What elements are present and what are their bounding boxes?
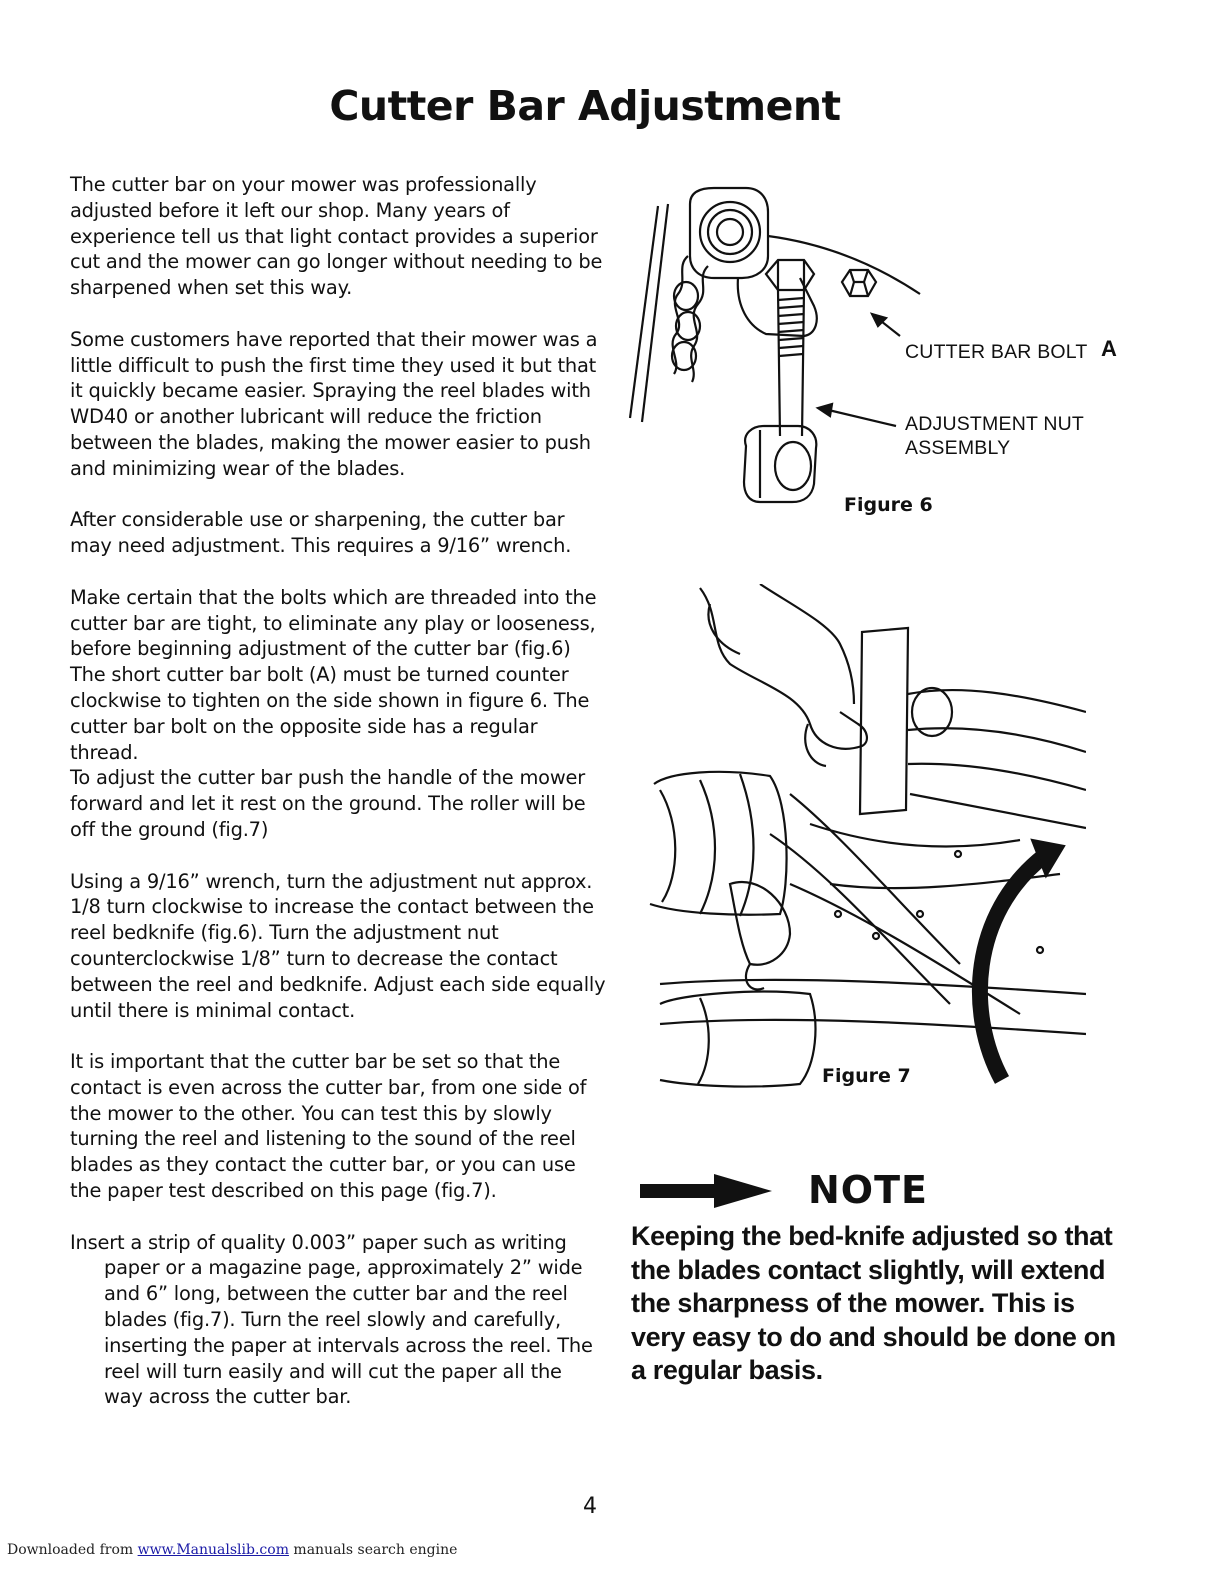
paragraph-even-contact: It is important that the cutter bar be set so that the contact is even across the cutter bar, from one side of the mower to the other. You can test this by slowly turning the reel and listening to the sound of the reel blades as they contact the cutter bar, or you can use the paper test described on this page (fig.7).: [70, 1050, 587, 1203]
note-heading: NOTE: [808, 1168, 928, 1212]
footer-suffix: manuals search engine: [288, 1542, 458, 1558]
footer-link[interactable]: www.Manualslib.com: [137, 1542, 289, 1558]
page-number: 4: [583, 1494, 597, 1519]
footer-prefix: Downloaded from: [7, 1542, 138, 1558]
figure-7-caption: Figure 7: [822, 1065, 911, 1087]
note-arrow-icon: [640, 1174, 772, 1208]
paragraph-paper-test: Insert a strip of quality 0.003” paper such as writing paper or a magazine page, approximately 2” wide and 6” long, between the cutter bar and the reel blades (fig.7). Turn the reel slowly and carefully, inserting the paper at intervals across the reel. The reel will turn easily and will cut the paper all the way across the cutter bar.: [70, 1230, 593, 1409]
figure-6-illustration: [628, 186, 928, 506]
paragraph-bolts: Make certain that the bolts which are threaded into the cutter bar are tight, to eliminate any play or looseness, before beginning adjustment of the cutter bar (fig.6) The short cutter bar bolt (A) must be turned counter clockwise to tighten on the side shown in figure 6. The cutter bar bolt on the opposite side has a regular thread.: [70, 585, 597, 764]
footer: [7, 1542, 457, 1558]
paragraph-adjust-nut: Using a 9/16” wrench, turn the adjustment nut approx. 1/8 turn clockwise to increase the contact between the reel bedknife (fig.6). Turn the adjustment nut counterclockwise 1/8” turn to decrease the contact between the reel and bedknife. Adjust each side equally until there is minimal contact.: [70, 869, 606, 1022]
paragraph-push-handle: To adjust the cutter bar push the handle of the mower forward and let it rest on the ground. The roller will be off the ground (fig.7): [70, 766, 586, 841]
callout-cutter-bar-bolt: CUTTER BAR BOLT: [905, 341, 1088, 363]
figure-6-caption: Figure 6: [844, 494, 933, 516]
body-text: [70, 172, 606, 1436]
paragraph-lubricant: Some customers have reported that their mower was a little difficult to push the first time they used it but that it quickly became easier. Spraying the reel blades with WD40 or another lubricant will reduce the friction between the blades, making the mower easier to push and minimizing wear of the blades.: [70, 327, 598, 480]
paragraph-intro: The cutter bar on your mower was professionally adjusted before it left our shop. Many years of experience tell us that light contact provides a superior cut and the mower can go longer without needing to be sharpened when set this way.: [70, 173, 603, 300]
note-text: Keeping the bed-knife adjusted so that the blades contact slightly, will extend the sharpness of the mower. This is very easy to do and should be done on a regular basis.: [631, 1221, 1116, 1385]
callout-bolt-letter: A: [1101, 336, 1117, 361]
paragraph-wrench: After considerable use or sharpening, the cutter bar may need adjustment. This requires a 9/16” wrench.: [70, 508, 572, 558]
callout-adjustment-nut: ADJUSTMENT NUT ASSEMBLY: [905, 413, 1084, 459]
figure-7-illustration: [640, 584, 1086, 1089]
page-title: Cutter Bar Adjustment: [329, 82, 841, 130]
